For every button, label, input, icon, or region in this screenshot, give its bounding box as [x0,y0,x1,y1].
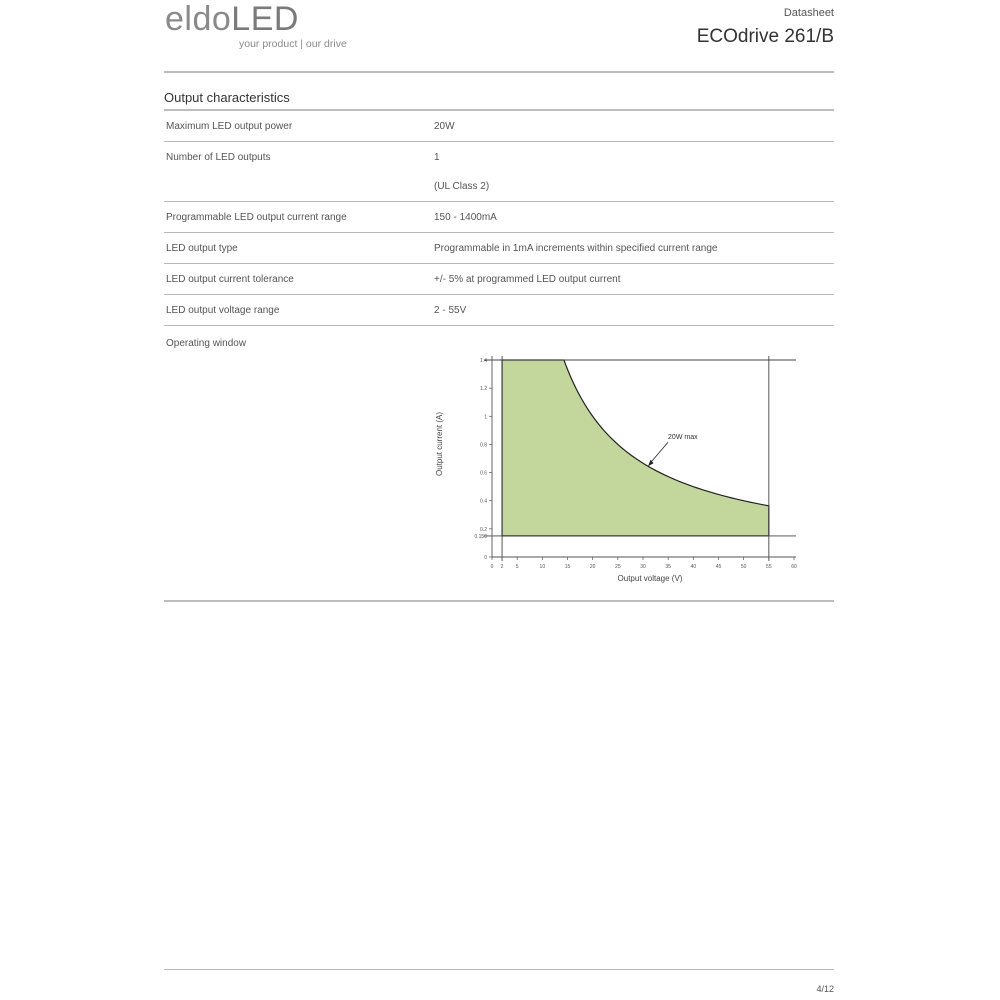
y-tick-label: 0.4 [480,498,487,505]
x-tick-label: 45 [715,564,722,570]
x-tick-label: 35 [665,564,671,570]
row-value-note: (UL Class 2) [434,181,490,192]
x-tick-label: 60 [791,564,797,570]
x-tick-label: 2 [500,564,504,570]
page-number: 4/12 [816,984,834,994]
header-divider [164,71,834,73]
row-label: Operating window [166,338,247,349]
row-value: Programmable in 1mA increments within specified current range [434,243,718,254]
row-divider [164,232,834,233]
section-title: Output characteristics [164,90,290,105]
row-value: 2 - 55V [434,305,467,316]
y-tick-label: 0 [484,555,487,561]
document-type: Datasheet [783,7,834,19]
row-label: LED output voltage range [166,305,280,316]
y-tick-label: 0.6 [480,470,487,477]
x-tick-label: 10 [539,564,546,570]
row-value: 20W [434,121,455,132]
row-label: LED output current tolerance [166,274,294,285]
row-value: 1 [434,152,440,163]
row-label: Maximum LED output power [166,121,293,132]
y-tick-label: 1.4 [480,358,487,364]
brand-logo: eldoLED [165,0,299,38]
row-label: Number of LED outputs [166,152,271,163]
y-tick-label: 0.8 [480,442,487,449]
y-tick-label: 1.2 [480,386,487,393]
x-tick-label: 50 [740,564,747,570]
y-tick-label: 0.2 [480,526,487,533]
annotation-label: 20W max [668,434,698,442]
brand-tagline: your product | our drive [239,38,347,50]
row-label: LED output type [166,243,238,254]
product-name: ECOdrive 261/B [696,26,834,47]
x-axis-label: Output voltage (V) [617,574,683,583]
section-end-divider [164,600,834,602]
y-tick-label: 0.150 [474,533,487,540]
row-divider [164,325,834,326]
operating-window-chart [420,340,810,590]
row-divider [164,294,834,295]
row-divider [164,263,834,264]
y-axis-label: Output current (A) [435,411,444,477]
row-value: 150 - 1400mA [434,212,497,223]
x-tick-label: 15 [564,564,571,570]
x-tick-label: 30 [640,564,646,570]
annotation-arrow [650,442,668,463]
x-tick-label: 5 [515,564,519,570]
row-divider [164,141,834,142]
x-tick-label: 55 [766,564,772,570]
row-divider [164,201,834,202]
x-tick-label: 25 [615,564,621,570]
section-divider [164,109,834,111]
row-label: Programmable LED output current range [166,212,347,223]
x-tick-label: 0 [490,564,494,570]
footer-divider [164,969,834,970]
row-value: +/- 5% at programmed LED output current [434,274,621,285]
operating-region [502,360,769,536]
x-tick-label: 40 [690,564,697,570]
x-tick-label: 20 [589,564,596,570]
y-tick-label: 1 [484,414,487,421]
